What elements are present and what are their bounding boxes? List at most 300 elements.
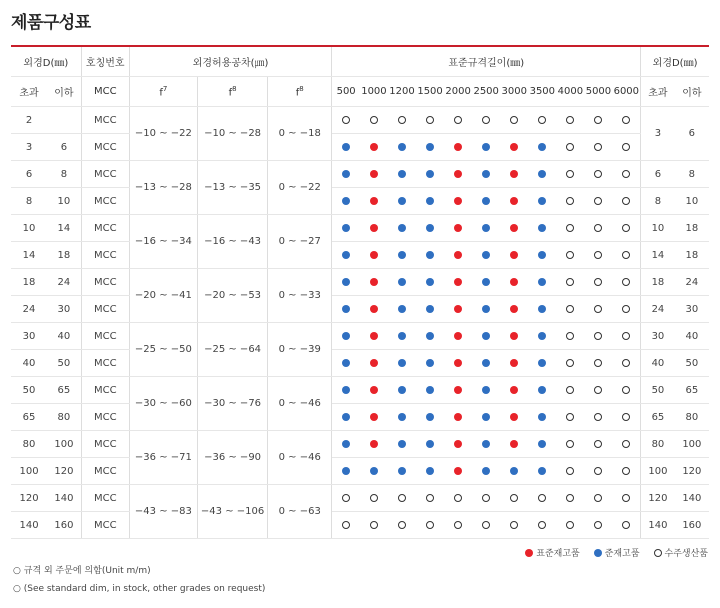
cell-code: MCC xyxy=(81,188,129,215)
availability-cell xyxy=(388,215,416,242)
made-to-order-dot xyxy=(566,251,574,259)
made-to-order-dot xyxy=(510,521,518,529)
made-to-order-dot xyxy=(594,170,602,178)
legend-label: 수주생산품 xyxy=(664,549,708,559)
made-to-order-dot xyxy=(538,521,546,529)
legend-item xyxy=(525,546,579,559)
semi-stock-dot xyxy=(398,251,406,259)
legend-dot xyxy=(594,549,602,557)
made-to-order-dot xyxy=(594,359,602,367)
availability-cell xyxy=(612,215,640,242)
semi-stock-dot xyxy=(342,359,350,367)
standard-stock-dot xyxy=(454,359,462,367)
made-to-order-dot xyxy=(622,494,630,502)
availability-cell xyxy=(444,107,472,134)
semi-stock-dot xyxy=(426,440,434,448)
cell-over-right: 8 xyxy=(641,188,675,215)
semi-stock-dot xyxy=(342,278,350,286)
availability-cell xyxy=(584,134,612,161)
semi-stock-dot xyxy=(398,359,406,367)
availability-cell xyxy=(584,215,612,242)
cell-over: 8 xyxy=(11,188,47,215)
availability-cell xyxy=(584,485,612,512)
availability-cell xyxy=(388,512,416,539)
legend-dot xyxy=(525,549,533,557)
made-to-order-dot xyxy=(594,386,602,394)
availability-cell xyxy=(444,377,472,404)
length-header: 3000 xyxy=(500,77,528,107)
availability-cell xyxy=(416,107,444,134)
semi-stock-dot xyxy=(482,278,490,286)
legend-item xyxy=(594,546,640,559)
standard-stock-dot xyxy=(454,197,462,205)
cell-over-right: 10 xyxy=(641,215,675,242)
cell-under: 140 xyxy=(47,485,81,512)
cell-code: MCC xyxy=(81,512,129,539)
availability-cell xyxy=(556,458,584,485)
made-to-order-dot xyxy=(566,197,574,205)
availability-cell xyxy=(528,242,556,269)
outer-d-right-header: 외경D(㎜) xyxy=(641,46,709,77)
over-header: 초과 xyxy=(11,77,47,107)
availability-cell xyxy=(612,431,640,458)
availability-cell xyxy=(556,431,584,458)
semi-stock-dot xyxy=(482,305,490,313)
legend-label: 표준재고품 xyxy=(536,549,580,559)
semi-stock-dot xyxy=(426,197,434,205)
semi-stock-dot xyxy=(538,224,546,232)
availability-cell xyxy=(472,215,500,242)
availability-cell xyxy=(556,188,584,215)
cell-over: 100 xyxy=(11,458,47,485)
cell-tolerance: −25 ~ −64 xyxy=(197,323,267,377)
cell-under: 24 xyxy=(47,269,81,296)
cell-under-right: 6 xyxy=(675,107,709,161)
availability-cell xyxy=(500,512,528,539)
cell-code: MCC xyxy=(81,458,129,485)
availability-cell xyxy=(416,161,444,188)
over-header-right: 초과 xyxy=(641,77,675,107)
standard-stock-dot xyxy=(370,197,378,205)
availability-cell xyxy=(332,377,360,404)
availability-cell xyxy=(528,107,556,134)
made-to-order-dot xyxy=(566,386,574,394)
semi-stock-dot xyxy=(510,467,518,475)
availability-cell xyxy=(612,323,640,350)
availability-cell xyxy=(612,269,640,296)
cell-tolerance: −13 ~ −28 xyxy=(129,161,197,215)
standard-stock-dot xyxy=(510,440,518,448)
made-to-order-dot xyxy=(566,413,574,421)
availability-cell xyxy=(500,323,528,350)
cell-over: 50 xyxy=(11,377,47,404)
semi-stock-dot xyxy=(342,143,350,151)
cell-under-right: 18 xyxy=(675,215,709,242)
cell-under xyxy=(47,107,81,134)
cell-over: 65 xyxy=(11,404,47,431)
availability-cell xyxy=(360,350,388,377)
availability-cell xyxy=(584,458,612,485)
cell-over: 18 xyxy=(11,269,47,296)
availability-cell xyxy=(360,134,388,161)
semi-stock-dot xyxy=(538,332,546,340)
availability-cell xyxy=(528,188,556,215)
semi-stock-dot xyxy=(482,386,490,394)
length-header: 6000 xyxy=(612,77,640,107)
availability-cell xyxy=(360,242,388,269)
semi-stock-dot xyxy=(482,413,490,421)
standard-stock-dot xyxy=(510,278,518,286)
availability-cell xyxy=(500,269,528,296)
cell-code: MCC xyxy=(81,431,129,458)
cell-over: 10 xyxy=(11,215,47,242)
availability-cell xyxy=(388,269,416,296)
table-row xyxy=(11,242,709,269)
semi-stock-dot xyxy=(426,305,434,313)
availability-cell xyxy=(360,458,388,485)
length-header: 1200 xyxy=(388,77,416,107)
cell-tolerance: 0 ~ −63 xyxy=(268,485,332,539)
made-to-order-dot xyxy=(594,494,602,502)
notes xyxy=(13,562,265,598)
table-row xyxy=(11,107,709,134)
semi-stock-dot xyxy=(538,359,546,367)
availability-cell xyxy=(444,134,472,161)
availability-cell xyxy=(472,107,500,134)
made-to-order-dot xyxy=(426,521,434,529)
semi-stock-dot xyxy=(426,386,434,394)
availability-cell xyxy=(500,350,528,377)
availability-cell xyxy=(388,188,416,215)
standard-stock-dot xyxy=(370,224,378,232)
cell-code: MCC xyxy=(81,404,129,431)
availability-cell xyxy=(444,188,472,215)
availability-cell xyxy=(584,161,612,188)
availability-cell xyxy=(332,134,360,161)
cell-under: 100 xyxy=(47,431,81,458)
availability-cell xyxy=(444,404,472,431)
semi-stock-dot xyxy=(426,170,434,178)
cell-code: MCC xyxy=(81,269,129,296)
semi-stock-dot xyxy=(342,332,350,340)
table-row xyxy=(11,323,709,350)
semi-stock-dot xyxy=(398,278,406,286)
made-to-order-dot xyxy=(566,116,574,124)
standard-stock-dot xyxy=(370,305,378,313)
standard-stock-dot xyxy=(370,413,378,421)
cell-under: 8 xyxy=(47,161,81,188)
semi-stock-dot xyxy=(538,170,546,178)
note-unit: ○ 규격 외 주문에 의함(Unit m/m) xyxy=(13,566,151,576)
table-body xyxy=(11,107,709,539)
cell-tolerance: −30 ~ −76 xyxy=(197,377,267,431)
availability-cell xyxy=(500,242,528,269)
made-to-order-dot xyxy=(594,116,602,124)
cell-over-right: 30 xyxy=(641,323,675,350)
availability-cell xyxy=(584,242,612,269)
availability-cell xyxy=(360,512,388,539)
semi-stock-dot xyxy=(426,413,434,421)
availability-cell xyxy=(500,134,528,161)
availability-cell xyxy=(556,377,584,404)
cell-code: MCC xyxy=(81,350,129,377)
cell-code: MCC xyxy=(81,161,129,188)
table-row xyxy=(11,404,709,431)
made-to-order-dot xyxy=(594,305,602,313)
availability-cell xyxy=(416,134,444,161)
made-to-order-dot xyxy=(622,197,630,205)
availability-cell xyxy=(332,350,360,377)
made-to-order-dot xyxy=(566,467,574,475)
cell-tolerance: −36 ~ −90 xyxy=(197,431,267,485)
grade-number: 8 xyxy=(232,84,237,93)
availability-cell xyxy=(360,215,388,242)
table-header xyxy=(11,46,709,107)
spec-table xyxy=(11,45,709,539)
availability-cell xyxy=(500,215,528,242)
made-to-order-dot xyxy=(566,359,574,367)
availability-cell xyxy=(332,242,360,269)
availability-cell xyxy=(528,161,556,188)
cell-code: MCC xyxy=(81,377,129,404)
availability-cell xyxy=(416,512,444,539)
availability-cell xyxy=(612,350,640,377)
cell-tolerance: −13 ~ −35 xyxy=(197,161,267,215)
availability-cell xyxy=(556,269,584,296)
made-to-order-dot xyxy=(594,521,602,529)
semi-stock-dot xyxy=(398,305,406,313)
availability-cell xyxy=(612,404,640,431)
made-to-order-dot xyxy=(594,251,602,259)
cell-over-right: 140 xyxy=(641,512,675,539)
semi-stock-dot xyxy=(538,197,546,205)
availability-cell xyxy=(332,269,360,296)
standard-stock-dot xyxy=(454,440,462,448)
semi-stock-dot xyxy=(342,305,350,313)
availability-cell xyxy=(612,296,640,323)
availability-cell xyxy=(528,269,556,296)
availability-cell xyxy=(584,296,612,323)
outer-d-header: 외경D(㎜) xyxy=(11,46,81,77)
availability-cell xyxy=(360,485,388,512)
cell-under: 160 xyxy=(47,512,81,539)
under-header-right: 이하 xyxy=(675,77,709,107)
semi-stock-dot xyxy=(538,305,546,313)
availability-cell xyxy=(584,188,612,215)
note-request: ○ (See standard dim, in stock, other grades on request) xyxy=(13,584,266,594)
availability-cell xyxy=(472,404,500,431)
made-to-order-dot xyxy=(510,494,518,502)
made-to-order-dot xyxy=(566,494,574,502)
semi-stock-dot xyxy=(342,467,350,475)
availability-cell xyxy=(500,485,528,512)
made-to-order-dot xyxy=(454,116,462,124)
standard-stock-dot xyxy=(510,224,518,232)
cell-code: MCC xyxy=(81,242,129,269)
table-row xyxy=(11,431,709,458)
standard-stock-dot xyxy=(510,413,518,421)
availability-cell xyxy=(416,458,444,485)
cell-tolerance: −25 ~ −50 xyxy=(129,323,197,377)
cell-over: 3 xyxy=(11,134,47,161)
made-to-order-dot xyxy=(622,251,630,259)
made-to-order-dot xyxy=(566,278,574,286)
availability-cell xyxy=(360,296,388,323)
standard-stock-dot xyxy=(454,224,462,232)
made-to-order-dot xyxy=(622,170,630,178)
cell-code: MCC xyxy=(81,485,129,512)
availability-cell xyxy=(416,485,444,512)
semi-stock-dot xyxy=(538,440,546,448)
semi-stock-dot xyxy=(538,278,546,286)
availability-cell xyxy=(584,269,612,296)
availability-cell xyxy=(444,458,472,485)
availability-cell xyxy=(332,512,360,539)
availability-cell xyxy=(360,161,388,188)
made-to-order-dot xyxy=(622,440,630,448)
availability-cell xyxy=(416,377,444,404)
availability-cell xyxy=(584,350,612,377)
made-to-order-dot xyxy=(454,494,462,502)
made-to-order-dot xyxy=(342,494,350,502)
made-to-order-dot xyxy=(622,332,630,340)
standard-stock-dot xyxy=(370,170,378,178)
availability-cell xyxy=(388,323,416,350)
availability-cell xyxy=(612,512,640,539)
cell-tolerance: 0 ~ −22 xyxy=(268,161,332,215)
cell-over-right: 6 xyxy=(641,161,675,188)
mcc-header: MCC xyxy=(81,77,129,107)
semi-stock-dot xyxy=(482,143,490,151)
cell-tolerance: −20 ~ −53 xyxy=(197,269,267,323)
availability-cell xyxy=(444,512,472,539)
grade-letter: f xyxy=(159,87,163,99)
standard-stock-dot xyxy=(510,170,518,178)
semi-stock-dot xyxy=(426,467,434,475)
cell-over-right: 18 xyxy=(641,269,675,296)
availability-cell xyxy=(472,296,500,323)
standard-stock-dot xyxy=(510,251,518,259)
availability-cell xyxy=(388,377,416,404)
semi-stock-dot xyxy=(398,197,406,205)
semi-stock-dot xyxy=(538,467,546,475)
length-header: 3500 xyxy=(528,77,556,107)
semi-stock-dot xyxy=(538,413,546,421)
semi-stock-dot xyxy=(426,251,434,259)
availability-cell xyxy=(444,161,472,188)
cell-under: 6 xyxy=(47,134,81,161)
semi-stock-dot xyxy=(342,170,350,178)
cell-over: 40 xyxy=(11,350,47,377)
cell-tolerance: −20 ~ −41 xyxy=(129,269,197,323)
availability-cell xyxy=(444,485,472,512)
cell-under-right: 50 xyxy=(675,350,709,377)
availability-cell xyxy=(388,485,416,512)
table-row xyxy=(11,269,709,296)
availability-cell xyxy=(528,350,556,377)
availability-cell xyxy=(528,377,556,404)
semi-stock-dot xyxy=(398,143,406,151)
semi-stock-dot xyxy=(342,224,350,232)
grade-number: 7 xyxy=(162,84,168,93)
availability-cell xyxy=(584,431,612,458)
availability-cell xyxy=(416,350,444,377)
made-to-order-dot xyxy=(622,467,630,475)
grade-number: 8 xyxy=(299,84,304,93)
availability-cell xyxy=(388,431,416,458)
availability-cell xyxy=(472,485,500,512)
cell-tolerance: −10 ~ −28 xyxy=(197,107,267,161)
made-to-order-dot xyxy=(370,494,378,502)
availability-cell xyxy=(360,107,388,134)
semi-stock-dot xyxy=(538,143,546,151)
standard-stock-dot xyxy=(510,332,518,340)
availability-cell xyxy=(612,458,640,485)
standard-stock-dot xyxy=(510,197,518,205)
cell-over: 24 xyxy=(11,296,47,323)
made-to-order-dot xyxy=(594,467,602,475)
cell-under-right: 160 xyxy=(675,512,709,539)
standard-stock-dot xyxy=(370,440,378,448)
made-to-order-dot xyxy=(426,494,434,502)
std-length-header: 표준규격길이(㎜) xyxy=(332,46,641,77)
table-row xyxy=(11,134,709,161)
made-to-order-dot xyxy=(622,386,630,394)
length-header: 1500 xyxy=(416,77,444,107)
availability-cell xyxy=(584,107,612,134)
grade-letter: f xyxy=(228,87,233,99)
cell-tolerance: 0 ~ −18 xyxy=(268,107,332,161)
cell-under: 120 xyxy=(47,458,81,485)
made-to-order-dot xyxy=(398,116,406,124)
cell-tolerance: −10 ~ −22 xyxy=(129,107,197,161)
semi-stock-dot xyxy=(538,251,546,259)
made-to-order-dot xyxy=(622,224,630,232)
cell-tolerance: 0 ~ −39 xyxy=(268,323,332,377)
made-to-order-dot xyxy=(622,305,630,313)
made-to-order-dot xyxy=(566,143,574,151)
availability-cell xyxy=(472,377,500,404)
cell-over: 6 xyxy=(11,161,47,188)
availability-cell xyxy=(416,431,444,458)
availability-cell xyxy=(528,323,556,350)
made-to-order-dot xyxy=(370,521,378,529)
semi-stock-dot xyxy=(482,332,490,340)
made-to-order-dot xyxy=(566,521,574,529)
made-to-order-dot xyxy=(482,494,490,502)
standard-stock-dot xyxy=(370,332,378,340)
availability-cell xyxy=(416,404,444,431)
standard-stock-dot xyxy=(370,278,378,286)
availability-cell xyxy=(332,107,360,134)
length-header: 4000 xyxy=(556,77,584,107)
cell-over: 14 xyxy=(11,242,47,269)
availability-cell xyxy=(528,485,556,512)
semi-stock-dot xyxy=(398,332,406,340)
standard-stock-dot xyxy=(510,359,518,367)
cell-under-right: 120 xyxy=(675,458,709,485)
availability-cell xyxy=(332,404,360,431)
availability-cell xyxy=(556,242,584,269)
standard-stock-dot xyxy=(454,143,462,151)
availability-cell xyxy=(444,242,472,269)
cell-under: 18 xyxy=(47,242,81,269)
made-to-order-dot xyxy=(342,521,350,529)
availability-cell xyxy=(500,161,528,188)
semi-stock-dot xyxy=(398,224,406,232)
standard-stock-dot xyxy=(454,251,462,259)
cell-tolerance: −30 ~ −60 xyxy=(129,377,197,431)
